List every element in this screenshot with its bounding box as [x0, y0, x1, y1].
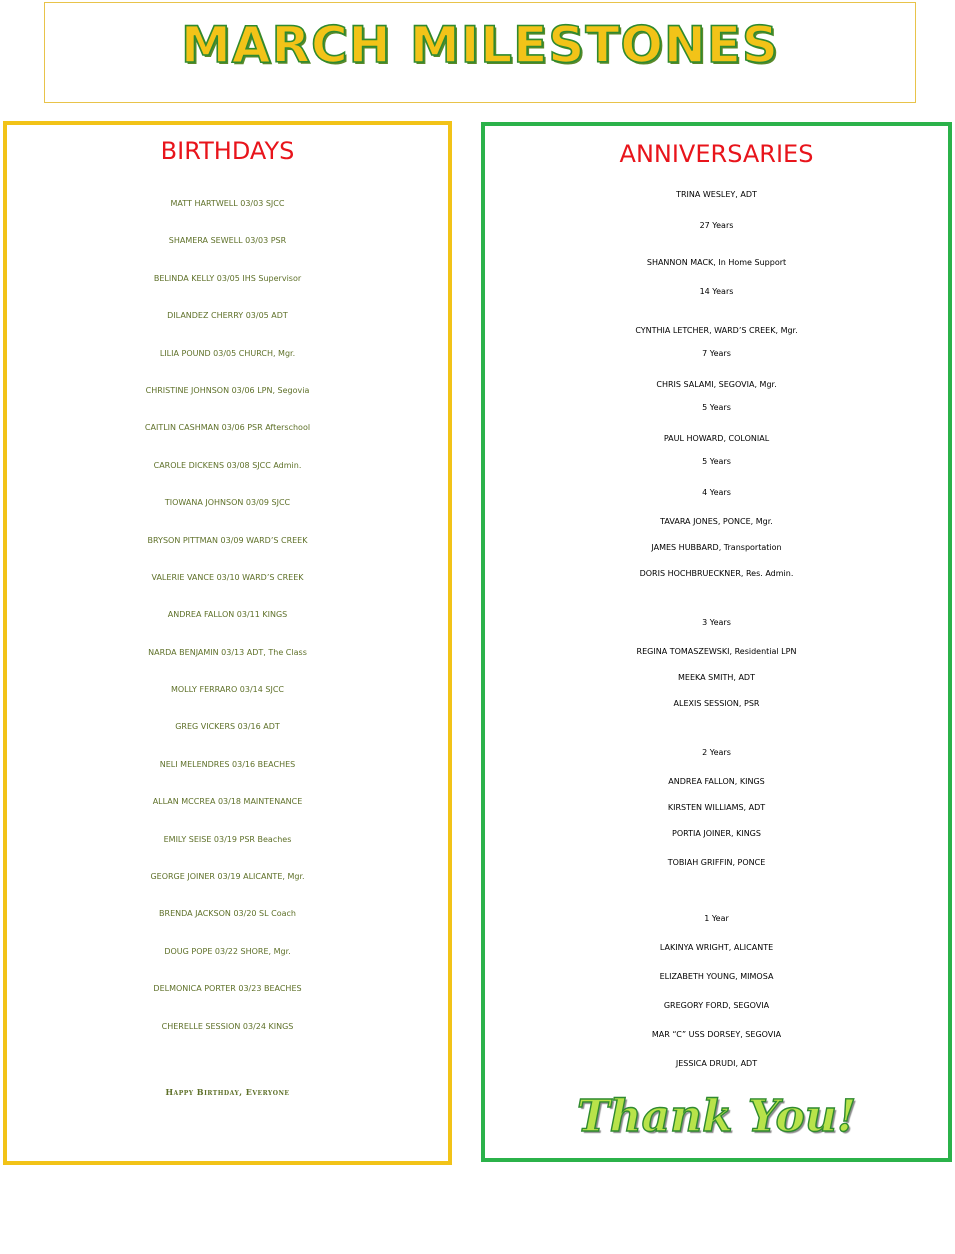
anniversary-name: ANDREA FALLON, KINGS: [668, 777, 765, 786]
anniversary-name: ELIZABETH YOUNG, MIMOSA: [659, 972, 774, 981]
birthday-item: EMILY SEISE 03/19 PSR Beaches: [163, 834, 292, 844]
birthdays-panel: [3, 121, 452, 1165]
anniversary-name: MEEKA SMITH, ADT: [678, 673, 755, 682]
anniversary-name: TRINA WESLEY, ADT: [676, 190, 757, 199]
anniversary-years: 7 Years: [702, 349, 731, 358]
birthday-item: BELINDA KELLY 03/05 IHS Supervisor: [153, 273, 302, 283]
birthday-item: BRENDA JACKSON 03/20 SL Coach: [159, 909, 296, 919]
birthday-item: TIOWANA JOHNSON 03/09 SJCC: [164, 498, 291, 508]
thank-you-text: Thank You!: [576, 1091, 857, 1142]
birthday-item: NELI MELENDRES 03/16 BEACHES: [159, 759, 296, 769]
birthday-item: LILIA POUND 03/05 CHURCH, Mgr.: [159, 348, 296, 358]
birthday-item: MATT HARTWELL 03/03 SJCC: [170, 199, 285, 208]
birthday-item: GREG VICKERS 03/16 ADT: [175, 722, 280, 732]
title-box: [44, 2, 916, 103]
anniversaries-panel: [481, 122, 952, 1162]
anniversary-name: SHANNON MACK, In Home Support: [646, 258, 787, 267]
anniversary-name: JESSICA DRUDI, ADT: [675, 1059, 758, 1068]
years-group-label: 3 Years: [702, 618, 731, 627]
happy-birthday-text: Happy Birthday, Everyone: [165, 1087, 290, 1097]
birthday-item: ANDREA FALLON 03/11 KINGS: [167, 610, 288, 620]
anniversary-years: 14 Years: [699, 287, 734, 296]
birthday-item: DILANDEZ CHERRY 03/05 ADT: [167, 311, 288, 321]
anniversary-name: GREGORY FORD, SEGOVIA: [663, 1001, 770, 1010]
birthdays-heading: BIRTHDAYS: [160, 137, 295, 165]
anniversary-name: JAMES HUBBARD, Transportation: [651, 543, 782, 552]
birthday-item: DOUG POPE 03/22 SHORE, Mgr.: [164, 946, 291, 956]
birthday-item: ALLAN MCCREA 03/18 MAINTENANCE: [152, 797, 303, 807]
anniversary-name: ALEXIS SESSION, PSR: [673, 699, 760, 708]
anniversary-name: PORTIA JOINER, KINGS: [672, 829, 761, 838]
birthday-item: NARDA BENJAMIN 03/13 ADT, The Class: [148, 647, 307, 657]
happy-birthday-footer: [7, 1087, 448, 1097]
years-group-label: 1 Year: [704, 914, 729, 923]
birthday-item: BRYSON PITTMAN 03/09 WARD’S CREEK: [147, 535, 308, 545]
anniversary-name: DORIS HOCHBRUECKNER, Res. Admin.: [639, 569, 794, 578]
birthday-item: CHERELLE SESSION 03/24 KINGS: [161, 1021, 294, 1031]
anniversaries-heading: ANNIVERSARIES: [619, 140, 814, 168]
anniversary-name: LAKINYA WRIGHT, ALICANTE: [659, 943, 774, 952]
birthday-item: SHAMERA SEWELL 03/03 PSR: [168, 236, 287, 246]
years-group-label: 2 Years: [702, 748, 731, 757]
page-title: MARCH MILESTONES: [181, 15, 779, 74]
years-group-label: 4 Years: [702, 488, 731, 497]
birthday-item: CAITLIN CASHMAN 03/06 PSR Afterschool: [144, 423, 311, 433]
birthday-item: CHRISTINE JOHNSON 03/06 LPN, Segovia: [145, 385, 310, 395]
anniversary-name: MAR “C” USS DORSEY, SEGOVIA: [651, 1030, 782, 1039]
anniversary-name: TOBIAH GRIFFIN, PONCE: [667, 858, 766, 867]
birthday-item: CAROLE DICKENS 03/08 SJCC Admin.: [153, 460, 302, 470]
birthday-item: MOLLY FERRARO 03/14 SJCC: [170, 685, 284, 695]
birthday-item: VALERIE VANCE 03/10 WARD’S CREEK: [151, 572, 304, 582]
birthday-item: DELMONICA PORTER 03/23 BEACHES: [153, 984, 302, 994]
birthday-item: GEORGE JOINER 03/19 ALICANTE, Mgr.: [150, 872, 305, 882]
anniversary-years: 5 Years: [702, 457, 731, 466]
anniversary-years: 5 Years: [702, 403, 731, 412]
anniversary-name: CHRIS SALAMI, SEGOVIA, Mgr.: [656, 380, 777, 389]
anniversary-name: PAUL HOWARD, COLONIAL: [663, 434, 770, 443]
anniversary-name: REGINA TOMASZEWSKI, Residential LPN: [636, 647, 797, 656]
birthday-list: [7, 189, 448, 1049]
anniversary-name: CYNTHIA LETCHER, WARD’S CREEK, Mgr.: [635, 326, 798, 335]
anniversary-name: KIRSTEN WILLIAMS, ADT: [667, 803, 766, 812]
anniversary-name: TAVARA JONES, PONCE, Mgr.: [660, 517, 773, 526]
anniversary-years: 27 Years: [699, 221, 734, 230]
